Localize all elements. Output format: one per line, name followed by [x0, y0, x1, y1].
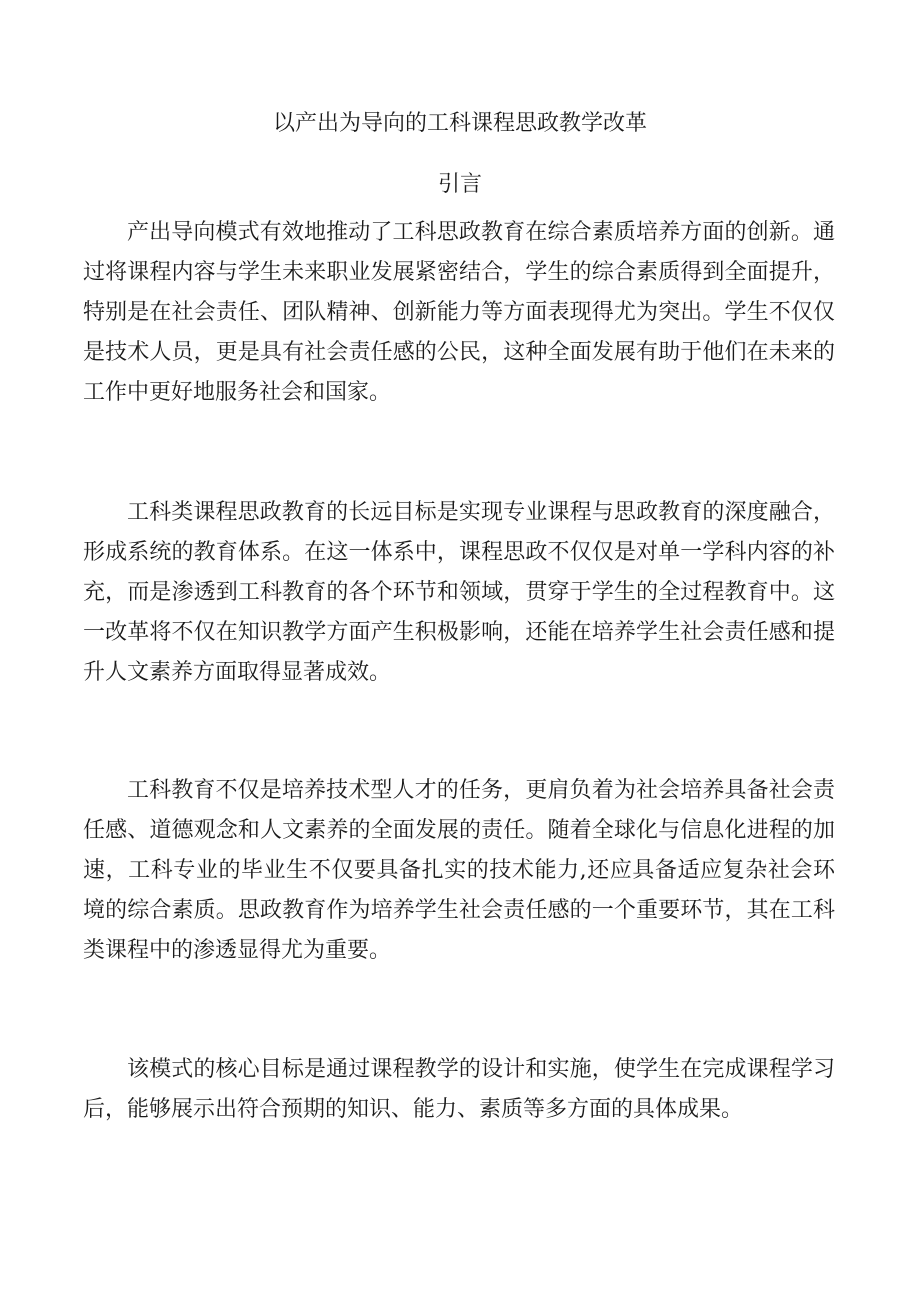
- document-title: 以产出为导向的工科课程思政教学改革: [272, 111, 647, 136]
- paragraph-3: 工科教育不仅是培养技术型人才的任务，更肩负着为社会培养具备社会责任感、道德观念和人文素养的全面发展的责任。随着全球化与信息化进程的加速，工科专业的毕业生不仅要具备扎实的技术能力,还应具备适应复杂社会环境的综合素质。思政教育作为培养学生社会责任感的一个重要环节，其在工科类课程中的渗透显得尤为重要。: [83, 778, 835, 963]
- paragraph-2: 工科类课程思政教育的长远目标是实现专业课程与思政教育的深度融合，形成系统的教育体系。在这一体系中，课程思政不仅仅是对单一学科内容的补充，而是渗透到工科教育的各个环节和领域，贯穿于学生的全过程教育中。这一改革将不仅在知识教学方面产生积极影响，还能在培养学生社会责任感和提升人文素养方面取得显著成效。: [83, 500, 835, 685]
- paragraph-4: 该模式的核心目标是通过课程教学的设计和实施，使学生在完成课程学习后，能够展示出符合预期的知识、能力、素质等多方面的具体成果。: [83, 1057, 835, 1122]
- section-heading: 引言: [437, 172, 482, 197]
- paragraph-1: 产出导向模式有效地推动了工科思政教育在综合素质培养方面的创新。通过将课程内容与学生未来职业发展紧密结合，学生的综合素质得到全面提升，特别是在社会责任、团队精神、创新能力等方面表现得尤为突出。学生不仅仅是技术人员，更是具有社会责任感的公民，这种全面发展有助于他们在未来的工作中更好地服务社会和国家。: [83, 220, 835, 405]
